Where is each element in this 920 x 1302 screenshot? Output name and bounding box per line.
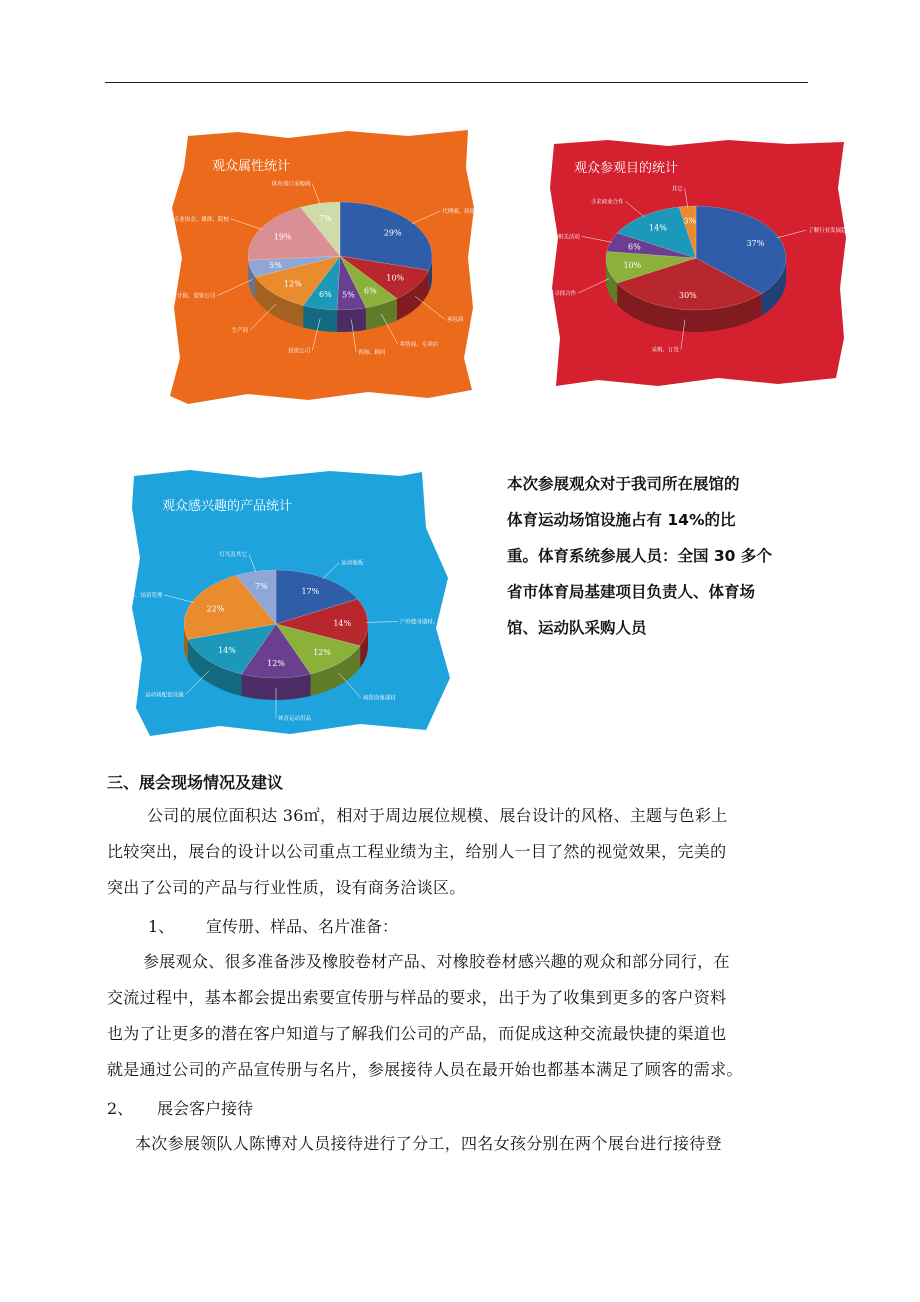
list-item-1 [148, 914, 398, 937]
paragraph-booth [107, 798, 811, 906]
item-number: 1、 [148, 917, 175, 936]
list-item-2 [107, 1096, 253, 1119]
paragraph-reception [107, 1126, 811, 1162]
pie-slice-value: 12% [313, 647, 331, 657]
chart-title: 观众参观目的统计 [574, 161, 679, 176]
chart-title: 观众感兴趣的产品统计 [162, 499, 293, 514]
item-label: 展会客户接待 [157, 1099, 254, 1118]
pie-slice-label: 政府体育部门、专业协会、媒体、院校 [135, 216, 229, 223]
pie-slice-label: 运动场配套设施 [145, 692, 184, 699]
pie-slice-label: 运动地板 [341, 560, 364, 567]
pie-slice-value: 19% [273, 232, 292, 242]
pie-slice-label: 采购、订货 [651, 347, 679, 354]
pie-slice-value: 10% [386, 273, 405, 283]
para-line: 比较突出，展台的设计以公司重点工程业绩为主，给别人一目了然的视觉效果，完美的 [107, 842, 727, 861]
pie-slice-value: 3% [683, 216, 697, 226]
header-rule [105, 82, 808, 83]
pie-slice-value: 12% [267, 658, 285, 668]
section-heading: 三、展会现场情况及建议 [107, 773, 284, 792]
para-line: 交流过程中，基本都会提出索要宣传册与样品的要求，出于为了收集到更多的客户资料 [107, 988, 727, 1007]
note-line: 体育运动场馆设施占有 14%的比 [507, 511, 736, 529]
para-line: 本次参展领队人陈博对人员接待进行了分工，四名女孩分别在两个展台进行接待登 [135, 1134, 722, 1153]
pie-slice-label: 户外健身器材、跑道、运动场材料 [399, 619, 483, 626]
chart-visit-purpose [532, 138, 853, 388]
para-line: 公司的展位面积达 36㎡，相对于周边展位规模、展台设计的风格、主题与色彩上 [147, 806, 728, 825]
pie-slice-label: 承包商 [446, 317, 464, 324]
note-line: 省市体育局基建项目负责人、体育场 [507, 583, 756, 601]
pie-slice-label: 了解行业发展趋势 [808, 228, 853, 235]
pie-slice-label: 收集信息寻找合作 [532, 291, 577, 298]
pie-slice-label: 出席商务相关活动 [535, 234, 580, 241]
pie-slice-label: 投资公司 [288, 348, 311, 355]
pie-slice-value: 6% [319, 289, 332, 299]
note-line: 重。体育系统参展人员：全国 30 多个 [507, 547, 772, 565]
pie-slice-value: 30% [678, 291, 697, 301]
para-line: 也为了让更多的潜在客户知道与了解我们公司的产品，而促成这种交流最快捷的渠道也 [107, 1024, 727, 1043]
pie-slice-label: 代理商、经销商 [442, 208, 481, 215]
pie-slice-value: 14% [218, 646, 236, 656]
pie-slice-value: 17% [301, 586, 320, 596]
pie-slice-value: 7% [319, 214, 332, 224]
pie-slice-value: 12% [283, 279, 302, 289]
paragraph-materials [107, 944, 811, 1088]
chart-product-interest [112, 468, 483, 738]
pie-slice-value: 22% [206, 604, 225, 614]
chart-title: 观众属性统计 [212, 159, 291, 174]
pie-slice-label: 体育运动用品 [278, 716, 312, 722]
pie-slice-value: 10% [623, 261, 642, 271]
pie-slice-label: 寻求商业合作 [590, 199, 624, 206]
pie-slice-label: 场馆设备器材 [362, 695, 396, 702]
pie-slice-value: 5% [342, 290, 355, 300]
para-line: 就是通过公司的产品宣传册与名片，参展接待人员在最开始也都基本满足了顾客的需求。 [107, 1060, 743, 1079]
pie-slice-label: 灯光及其它 [219, 551, 247, 558]
pie-slice-value: 14% [649, 223, 667, 233]
summary-note [507, 466, 807, 646]
item-label: 宣传册、样品、名片准备： [206, 917, 399, 936]
para-line: 突出了公司的产品与行业性质，设有商务洽谈区。 [107, 878, 466, 897]
para-line: 参展观众、很多准备涉及橡胶卷材产品、对橡胶卷材感兴趣的观众和部分同行，在 [143, 952, 730, 971]
pie-slice-label: 其它 [671, 186, 683, 193]
pie-slice-label: 生产商 [231, 328, 249, 335]
note-line: 本次参展观众对于我司所在展馆的 [507, 475, 740, 493]
pie-slice-label: 建筑材料、场馆管理 [112, 592, 163, 599]
pie-slice-value: 5% [269, 261, 282, 271]
pie-slice-label: 设计院、装饰公司 [171, 293, 216, 300]
pie-slice-label: 咨询、顾问 [357, 349, 386, 356]
pie-slice-value: 29% [383, 228, 402, 238]
chart-audience-attributes [135, 128, 481, 406]
pie-slice-value: 14% [333, 618, 352, 628]
item-number: 2、 [107, 1099, 134, 1118]
pie-slice-label: 零售商、专卖店 [399, 342, 439, 349]
pie-slice-value: 6% [364, 286, 377, 296]
note-line: 馆、运动队采购人员 [507, 619, 647, 637]
pie-slice-value: 37% [746, 239, 765, 249]
pie-slice-value: 6% [628, 242, 641, 252]
pie-slice-value: 7% [254, 582, 268, 592]
pie-slice-label: 体育部门采购商 [271, 181, 311, 188]
